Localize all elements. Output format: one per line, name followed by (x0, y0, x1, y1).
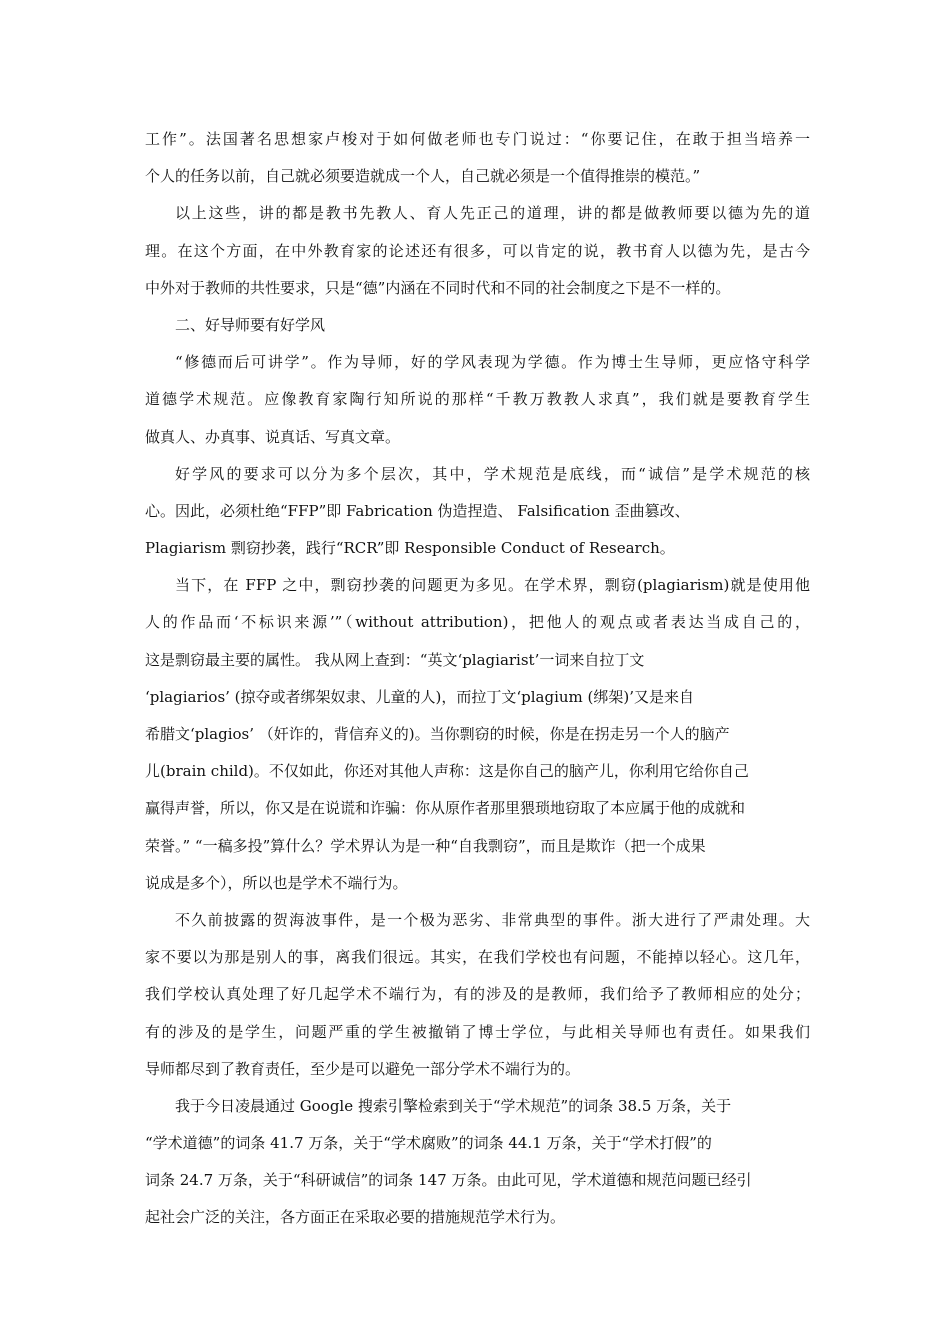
text-line: 导师都尽到了教育责任，至少是可以避免一部分学术不端行为的。 (145, 1059, 581, 1078)
text-line: 希腊文‘plagios’ （奸诈的，背信弃义的)。当你剽窃的时候，你是在拐走另一个人的脑产 (145, 725, 730, 743)
text-line: 词条 24.7 万条，关于“科研诚信”的词条 147 万条。由此可见，学术道德和规范问题已经引 (145, 1171, 752, 1190)
text-line: “修德而后可讲学”。作为导师，好的学风表现为学德。作为博士生导师，更应恪守科学 (175, 353, 810, 372)
text-line: 好学风的要求可以分为多个层次，其中，学术规范是底线，而“诚信”是学术规范的核 (175, 464, 810, 483)
text-line: 中外对于教师的共性要求，只是“德”内涵在不同时代和不同的社会制度之下是不一样的。 (145, 278, 731, 297)
text-line: ‘plagiarios’ (掠夺或者绑架奴隶、儿童的人)，而拉丁文‘plagium (绑架)’又是来自 (145, 687, 695, 706)
text-line: 做真人、办真事、说真话、写真文章。 (145, 427, 401, 446)
text-line: 儿(brain child)。不仅如此，你还对其他人声称：这是你自己的脑产儿，你利用它给你自己 (145, 762, 749, 781)
text-line: 这是剽窃最主要的属性。 我从网上查到：“英文‘plagiarist’一词来自拉丁文 (145, 650, 645, 669)
text-line: 心。因此，必须杜绝“FFP”即 Fabrication 伪造捏造、 Falsification 歪曲篡改、 (145, 501, 690, 520)
text-line: 不久前披露的贺海波事件，是一个极为恶劣、非常典型的事件。浙大进行了严肃处理。大 (175, 910, 810, 929)
text-line: 人的作品而‘不标识来源’”（without attribution)，把他人的观点或者表达当成自己的， (145, 613, 810, 632)
text-line: 我们学校认真处理了好几起学术不端行为，有的涉及的是教师，我们给予了教师相应的处分； (145, 985, 810, 1004)
text-line: 荣誉。” “一稿多投”算什么？学术界认为是一种“自我剽窃”，而且是欺诈（把一个成果 (145, 836, 706, 855)
section-heading: 二、好导师要有好学风 (175, 315, 326, 334)
text-line: 家不要以为那是别人的事，离我们很远。其实，在我们学校也有问题，不能掉以轻心。这几年， (145, 948, 810, 967)
text-line: 个人的任务以前，自己就必须要造就成一个人，自己就必须是一个值得推崇的模范。” (145, 167, 701, 186)
text-line: 赢得声誉，所以，你又是在说谎和诈骗：你从原作者那里猥琐地窃取了本应属于他的成就和 (145, 799, 746, 818)
text-line: 当下，在 FFP 之中，剽窃抄袭的问题更为多见。在学术界，剽窃(plagiarism)就是使用他 (175, 576, 810, 595)
text-line: “学术道德”的词条 41.7 万条，关于“学术腐败”的词条 44.1 万条，关于“学术打假”的 (145, 1134, 712, 1153)
text-line: 起社会广泛的关注，各方面正在采取必要的措施规范学术行为。 (145, 1208, 566, 1227)
text-line: 工作”。法国著名思想家卢梭对于如何做老师也专门说过：“你要记住，在敢于担当培养一 (145, 130, 810, 148)
text-line: 说成是多个），所以也是学术不端行为。 (145, 873, 408, 892)
text-line: 理。在这个方面，在中外教育家的论述还有很多，可以肯定的说，教书育人以德为先，是古今 (145, 241, 810, 260)
text-line: 道德学术规范。应像教育家陶行知所说的那样“千教万教教人求真”，我们就是要教育学生 (145, 390, 810, 409)
text-line: 有的涉及的是学生，问题严重的学生被撤销了博士学位，与此相关导师也有责任。如果我们 (145, 1022, 810, 1041)
text-line: 以上这些，讲的都是教书先教人、育人先正己的道理，讲的都是做教师要以德为先的道 (175, 204, 810, 223)
text-line: 我于今日凌晨通过 Google 搜索引擎检索到关于“学术规范”的词条 38.5 万条，关于 (175, 1096, 732, 1115)
document-body (145, 121, 810, 1237)
text-line: Plagiarism 剽窃抄袭，践行“RCR”即 Responsible Conduct of Research。 (145, 539, 675, 558)
